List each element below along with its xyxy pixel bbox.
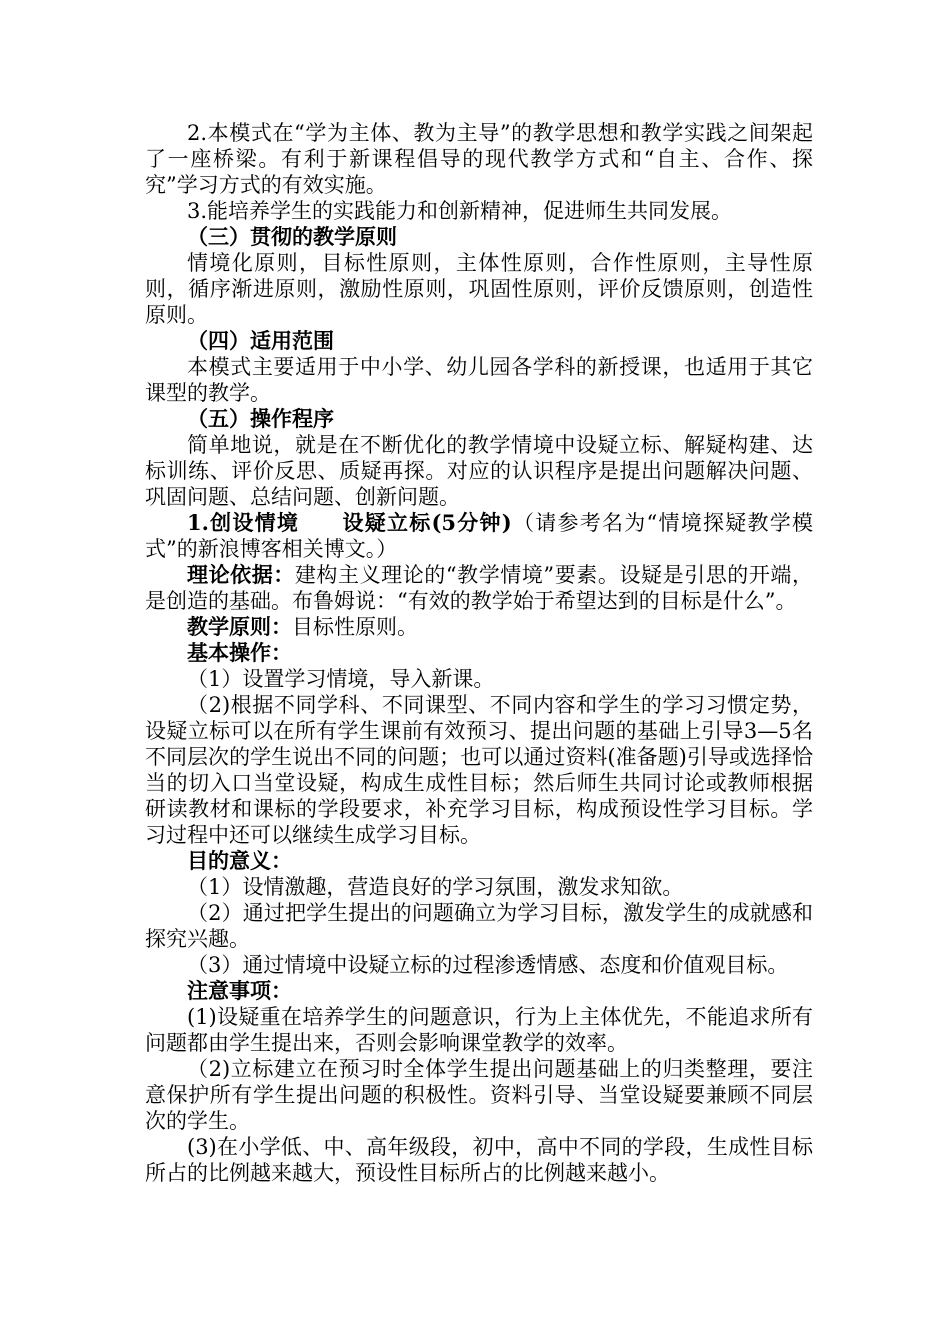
- principle-text: 目标性原则。: [292, 615, 418, 639]
- purpose-item-3: （3）通过情境中设疑立标的过程渗透情感、态度和价值观目标。: [187, 953, 789, 977]
- paragraph-theory: [145, 562, 813, 614]
- heading-scope: （四）适用范围: [187, 328, 334, 353]
- basic-operation-label: 基本操作：: [187, 640, 292, 665]
- purpose-item-1: （1）设情激趣，营造良好的学习氛围，激发求知欲。: [187, 875, 684, 899]
- step1-title-b: 设疑立标(5分钟): [341, 510, 512, 535]
- note-item-3: (3)在小学低、中、高年级段，初中，高中不同的学段，生成性目标所占的比例越来越大，预设性目标所占的比例越来越小。: [145, 1135, 813, 1185]
- paragraph-model-ability: 3.能培养学生的实践能力和创新精神，促进师生共同发展。: [187, 199, 733, 223]
- paragraph-procedure-summary: 简单地说，就是在不断优化的教学情境中设疑立标、解疑构建、达标训练、评价反思、质疑再探。对应的认识程序是提出问题解决问题、巩固问题、总结问题、创新问题。: [145, 433, 813, 509]
- theory-text: 建构主义理论的“教学情境”要素。设疑是引思的开端，是创造的基础。布鲁姆说：“有效的教学始于希望达到的目标是什么”。: [145, 563, 813, 613]
- paragraph-principle: [145, 614, 813, 640]
- notes-label: 注意事项：: [187, 978, 292, 1003]
- paragraph-principles-list: 情境化原则，目标性原则，主体性原则，合作性原则，主导性原则，循序渐进原则，激励性原则，巩固性原则，评价反馈原则，创造性原则。: [145, 251, 813, 327]
- theory-label: 理论依据：: [187, 562, 295, 587]
- principle-label: 教学原则：: [187, 614, 292, 639]
- heading-teaching-principles: （三）贯彻的教学原则: [187, 224, 397, 249]
- purpose-item-2: （2）通过把学生提出的问题确立为学习目标，激发学生的成就感和探究兴趣。: [145, 901, 813, 951]
- note-item-2: （2)立标建立在预习时全体学生提出问题基础上的归类整理，要注意保护所有学生提出问题的积极性。资料引导、当堂设疑要兼顾不同层次的学生。: [145, 1057, 813, 1133]
- heading-procedure: （五）操作程序: [187, 406, 334, 431]
- note-item-1: (1)设疑重在培养学生的问题意识，行为上主体优先，不能追求所有问题都由学生提出来，否则会影响课堂教学的效率。: [145, 1005, 813, 1055]
- paragraph-model-bridge: 2.本模式在“学为主体、教为主导”的教学思想和教学实践之间架起了一座桥梁。有利于新课程倡导的现代教学方式和“自主、合作、探究”学习方式的有效实施。: [145, 121, 813, 197]
- paragraph-scope: 本模式主要适用于中小学、幼儿园各学科的新授课，也适用于其它课型的教学。: [145, 355, 813, 405]
- operation-item-1: （1）设置学习情境，导入新课。: [187, 667, 495, 691]
- step1-title-a: 1.创设情境: [187, 510, 300, 535]
- document-page: [145, 120, 813, 1186]
- operation-item-2: （2)根据不同学科、不同课型、不同内容和学生的学习习惯定势，设疑立标可以在所有学生课前有效预习、提出问题的基础上引导3—5名不同层次的学生说出不同的问题；也可以通过资料(准备题)引导或选择恰当的切入口当堂设疑，构成生成性目标；然后师生共同讨论或教师根据研读教材和课标的学段要求，补充学习目标，构成预设性学习目标。学习过程中还可以继续生成学习目标。: [145, 693, 813, 847]
- paragraph-step1: [145, 510, 813, 562]
- purpose-label: 目的意义：: [187, 848, 292, 873]
- step1-note: （请参考名为“情境探疑教学模式”的新浪博客相关博文。）: [145, 511, 813, 561]
